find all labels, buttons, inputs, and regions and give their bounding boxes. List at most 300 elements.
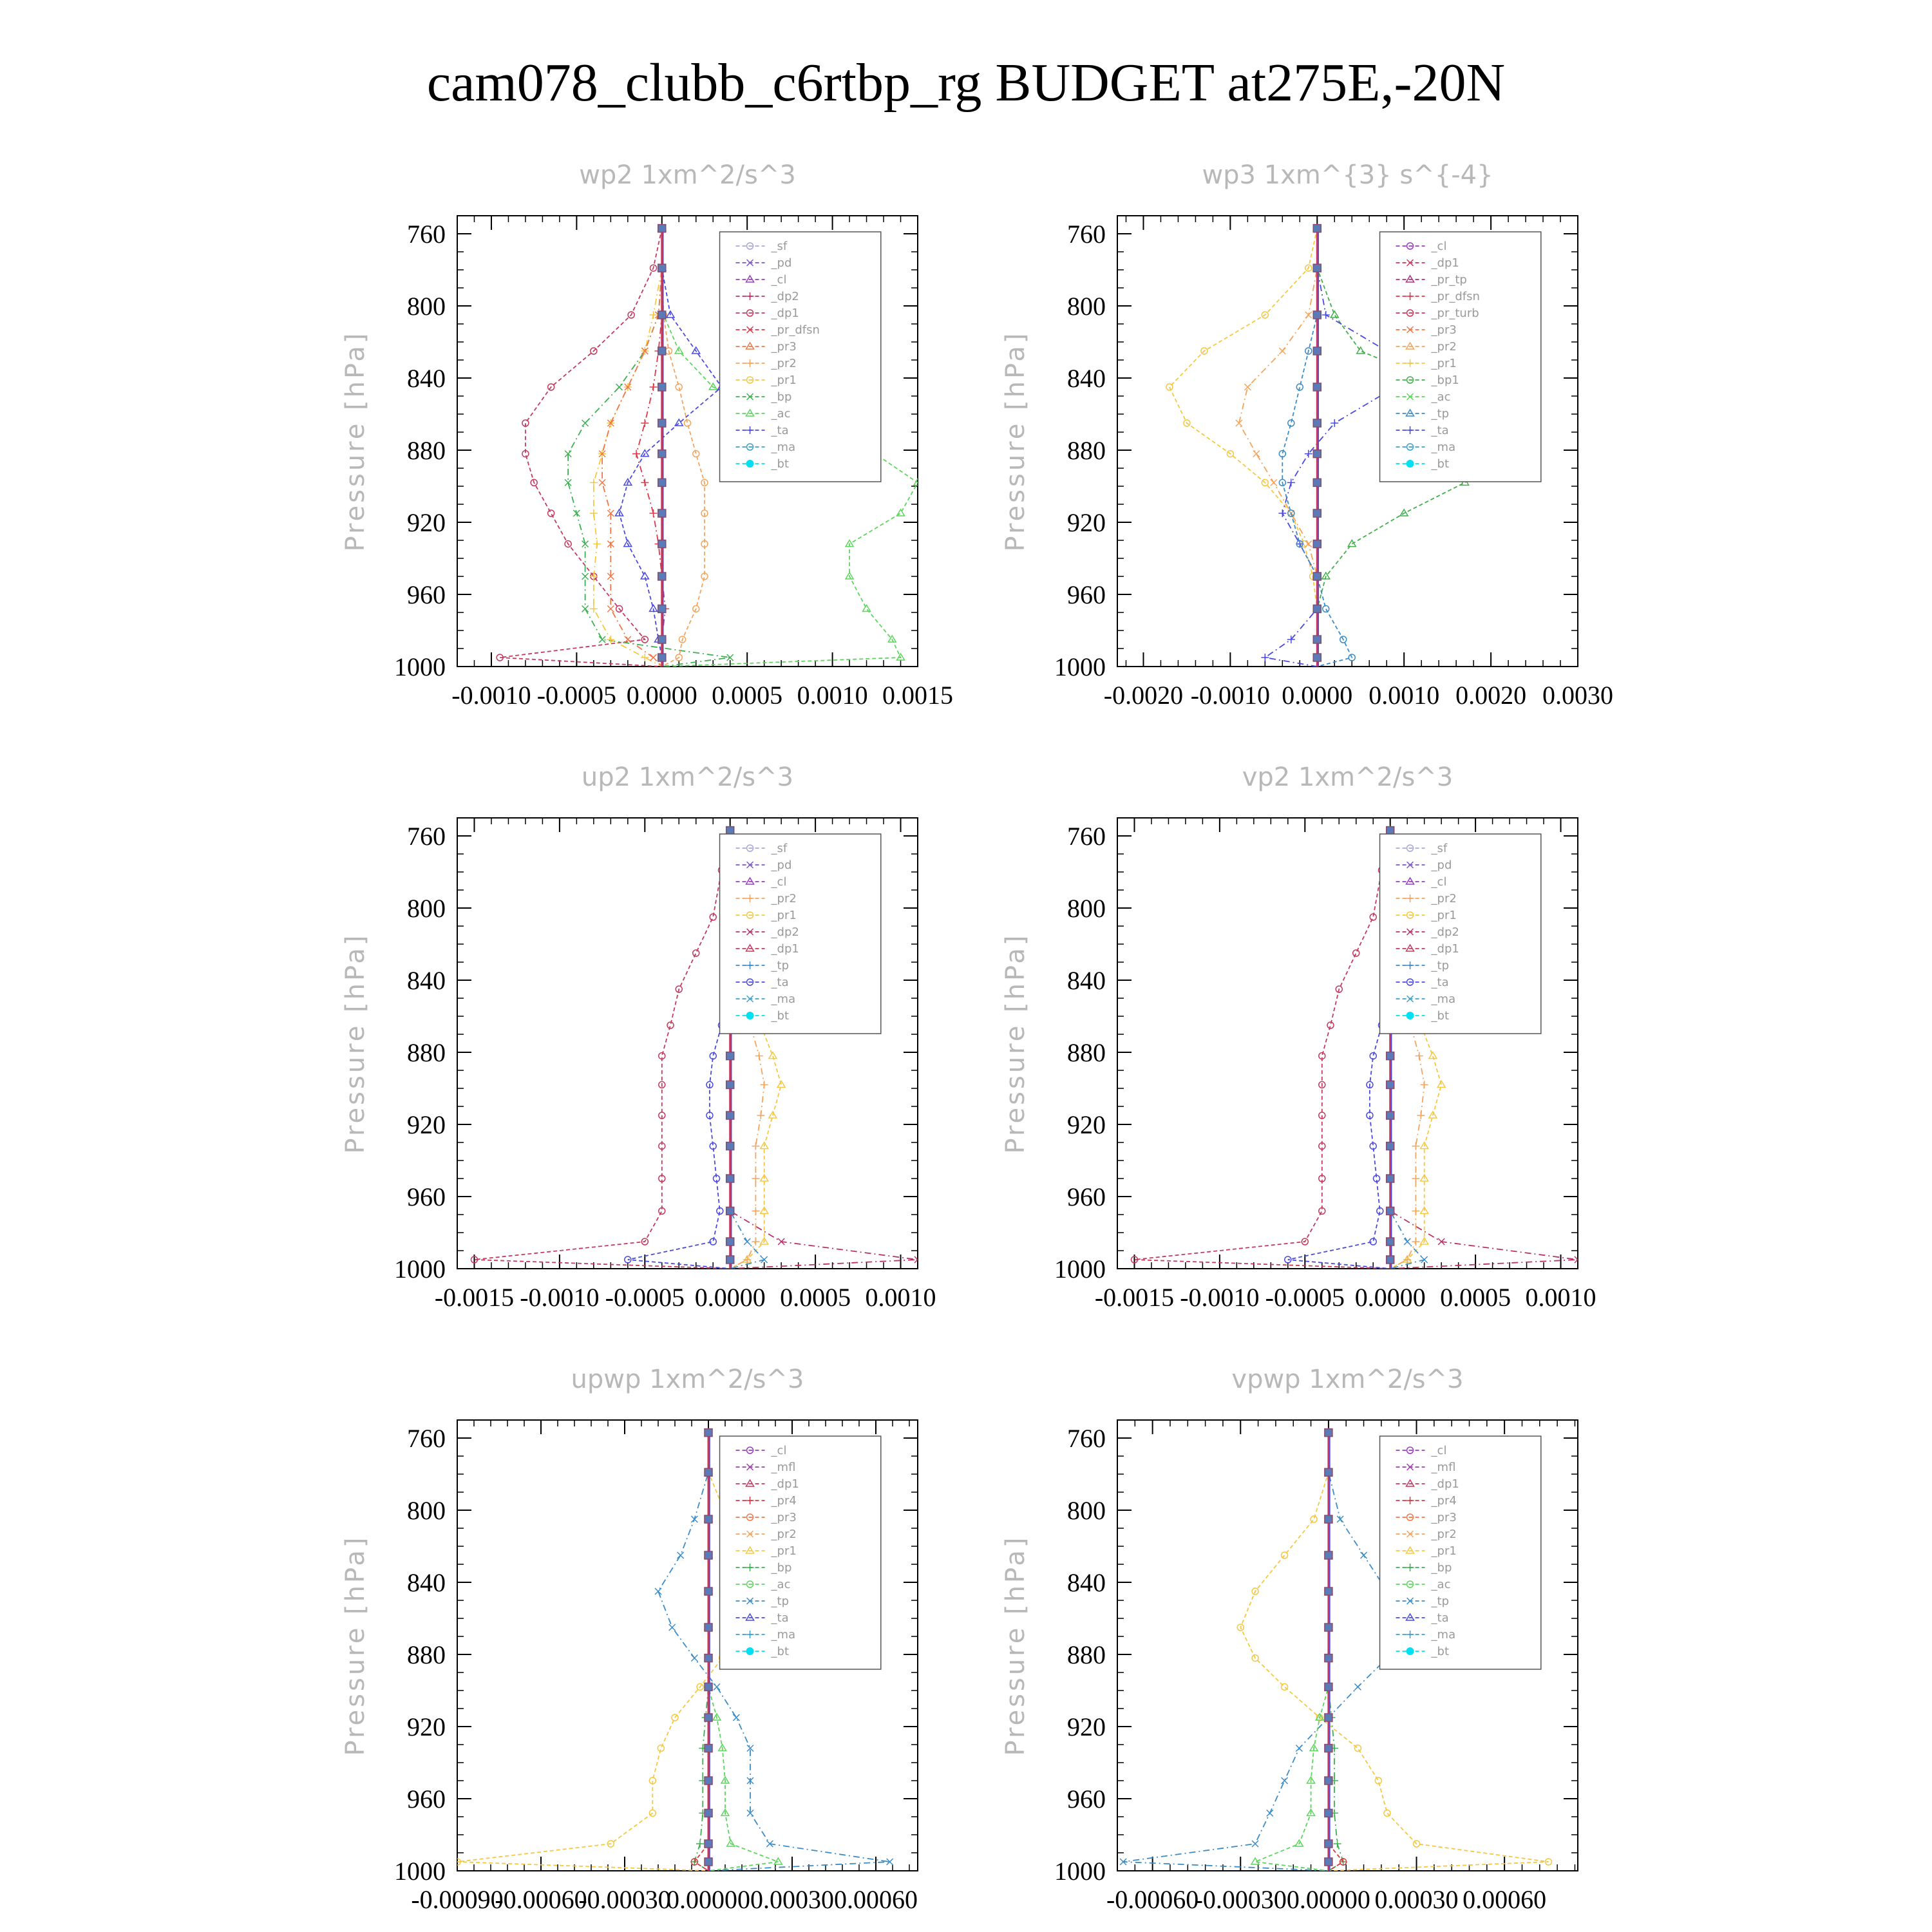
legend-label-ta: _ta xyxy=(1431,1611,1449,1625)
y-tick-label: 840 xyxy=(1067,1568,1106,1597)
zero-series-point xyxy=(658,264,666,272)
y-tick-label: 1000 xyxy=(1054,1255,1106,1283)
x-tick-label: 0.0000 xyxy=(694,1283,766,1312)
legend-label-dp1: _dp1 xyxy=(1431,942,1459,956)
series-point-tp xyxy=(733,1714,739,1721)
legend-label-pr4: _pr4 xyxy=(1431,1494,1457,1508)
zero-series-point xyxy=(705,1551,712,1559)
legend-label-pr2: _pr2 xyxy=(771,892,797,905)
y-tick-label: 880 xyxy=(407,1038,446,1067)
legend-label-pr4: _pr4 xyxy=(771,1494,797,1508)
legend-label-ma: _ma xyxy=(1431,1628,1456,1642)
y-tick-label: 880 xyxy=(407,436,446,465)
chart-title: upwp 1xm^2/s^3 xyxy=(571,1365,804,1394)
series-point-pr2 xyxy=(1412,1175,1419,1182)
chart-title: vpwp 1xm^2/s^3 xyxy=(1231,1365,1464,1394)
y-tick-label: 840 xyxy=(407,966,446,995)
y-axis-label: Pressure [hPa] xyxy=(1001,330,1030,552)
zero-series-point xyxy=(726,1081,734,1088)
legend-label-pd: _pd xyxy=(771,256,792,270)
series-point-bp xyxy=(582,573,589,580)
legend-label-ac: _ac xyxy=(771,1578,791,1591)
series-point-pr2 xyxy=(752,1238,759,1245)
series-point-pr3 xyxy=(650,654,657,661)
zero-series-point xyxy=(1325,1551,1332,1559)
legend-label-pr1: _pr1 xyxy=(1431,909,1457,922)
series-point-tp xyxy=(1267,1810,1273,1816)
zero-series-point xyxy=(705,1429,712,1437)
series-point-bp xyxy=(616,384,623,390)
x-tick-label: -0.0010 xyxy=(520,1283,600,1312)
x-tick-label: -0.00060 xyxy=(495,1885,587,1914)
legend-label-ma: _ma xyxy=(771,440,796,454)
legend-label-tp: _tp xyxy=(1431,959,1450,972)
zero-series-point xyxy=(1313,573,1321,580)
zero-series-point xyxy=(1325,1858,1332,1866)
series-point-pr1 xyxy=(590,605,598,612)
zero-series-point xyxy=(726,1112,734,1119)
x-tick-label: -0.0020 xyxy=(1103,681,1184,710)
legend-label-ma: _ma xyxy=(771,1628,796,1642)
legend-label-ma: _ma xyxy=(1431,440,1456,454)
series-point-bp xyxy=(565,479,571,486)
series-point-pr_dfsn xyxy=(632,450,640,458)
x-tick-label: -0.0005 xyxy=(605,1283,685,1312)
y-tick-label: 1000 xyxy=(394,1255,446,1283)
x-tick-label: 0.0000 xyxy=(626,681,697,710)
y-tick-label: 760 xyxy=(1067,822,1106,851)
panel-wp2 xyxy=(335,155,953,721)
zero-series-point xyxy=(1325,1468,1332,1476)
legend-label-pr2: _pr2 xyxy=(1431,1528,1457,1541)
y-tick-label: 960 xyxy=(1067,1182,1106,1211)
legend-label-pr2: _pr2 xyxy=(1431,892,1457,905)
legend-label-ta: _ta xyxy=(771,1611,789,1625)
legend-marker-bt xyxy=(1406,1012,1414,1019)
x-tick-label: -0.0010 xyxy=(451,681,531,710)
zero-series-point xyxy=(1313,311,1321,319)
legend-label-pr_turb: _pr_turb xyxy=(1431,307,1479,320)
zero-series-point xyxy=(1313,654,1321,661)
series-point-pr2 xyxy=(755,1052,763,1060)
legend-label-dp2: _dp2 xyxy=(771,290,799,303)
series-point-tp xyxy=(761,1256,768,1263)
zero-series-point xyxy=(726,1207,734,1215)
series-point-pr1 xyxy=(1282,1683,1288,1690)
legend-label-pr1: _pr1 xyxy=(1431,357,1457,370)
legend-label-bp1: _bp1 xyxy=(1431,374,1459,387)
zero-series-point xyxy=(1313,478,1321,486)
y-tick-label: 960 xyxy=(1067,1785,1106,1814)
zero-series-point xyxy=(726,1238,734,1245)
x-tick-label: -0.0005 xyxy=(1265,1283,1345,1312)
zero-series-point xyxy=(1313,383,1321,391)
legend-marker-bt xyxy=(1406,460,1414,468)
series-point-pr1 xyxy=(1375,1777,1381,1784)
legend-label-sf: _sf xyxy=(771,240,788,253)
series-point-pr1 xyxy=(590,509,598,517)
legend-label-mfl: _mfl xyxy=(1431,1461,1456,1474)
legend-label-pr1: _pr1 xyxy=(771,374,797,387)
series-point-tp xyxy=(1282,1777,1288,1784)
zero-series-point xyxy=(705,1624,712,1631)
series-point-tp xyxy=(677,1552,684,1558)
zero-series-point xyxy=(1325,1745,1332,1752)
series-point-pr2 xyxy=(761,1081,768,1088)
x-tick-label: 0.00030 xyxy=(750,1885,834,1914)
x-tick-label: 0.00060 xyxy=(834,1885,918,1914)
zero-series-point xyxy=(1325,1777,1332,1785)
legend-label-pr3: _pr3 xyxy=(771,1511,797,1524)
y-tick-label: 920 xyxy=(1067,1712,1106,1741)
legend xyxy=(720,834,881,1034)
series-point-pr2 xyxy=(1253,451,1260,457)
y-axis-label: Pressure [hPa] xyxy=(1001,933,1030,1154)
series-point-pr_dfsn xyxy=(650,509,658,517)
chart-title: wp2 1xm^2/s^3 xyxy=(579,160,796,190)
y-tick-label: 1000 xyxy=(1054,1857,1106,1886)
zero-series-point xyxy=(1313,450,1321,458)
legend-label-pr_tp: _pr_tp xyxy=(1431,273,1467,287)
series-point-pr1 xyxy=(607,636,614,643)
series-point-pr_dfsn xyxy=(641,478,649,486)
legend-label-ta: _ta xyxy=(1431,976,1449,989)
legend-label-dp1: _dp1 xyxy=(771,942,799,956)
series-point-ta xyxy=(1278,509,1286,517)
series-line-ac xyxy=(1255,1433,1329,1871)
x-tick-label: 0.0010 xyxy=(865,1283,936,1312)
legend-label-bt: _bt xyxy=(1431,1009,1450,1023)
series-point-tp xyxy=(1361,1552,1367,1558)
legend-label-bt: _bt xyxy=(771,1009,790,1023)
series-line-pr4 xyxy=(694,1433,708,1871)
series-point-pr2 xyxy=(693,451,699,457)
y-tick-label: 840 xyxy=(1067,364,1106,393)
panel-vpwp xyxy=(995,1359,1613,1926)
legend-label-bt: _bt xyxy=(1431,1645,1450,1658)
legend-box xyxy=(1380,834,1541,1034)
legend-marker-bt xyxy=(746,1647,754,1655)
series-point-pr1 xyxy=(1311,1516,1317,1522)
x-tick-label: -0.00030 xyxy=(578,1885,671,1914)
y-tick-label: 1000 xyxy=(1054,652,1106,681)
zero-series-point xyxy=(1325,1515,1332,1523)
series-point-pr2 xyxy=(1279,348,1285,354)
y-tick-label: 1000 xyxy=(394,652,446,681)
y-axis-label: Pressure [hPa] xyxy=(341,933,370,1154)
y-tick-label: 920 xyxy=(1067,508,1106,537)
series-point-pr2 xyxy=(1417,1112,1425,1119)
legend xyxy=(720,232,881,482)
y-tick-label: 1000 xyxy=(394,1857,446,1886)
chart-title: up2 1xm^2/s^3 xyxy=(581,762,794,792)
zero-series-point xyxy=(705,1587,712,1595)
series-point-pr1 xyxy=(1384,1810,1390,1816)
panel-up2 xyxy=(335,757,953,1323)
zero-series-point xyxy=(1387,1081,1394,1088)
zero-series-point xyxy=(1325,1840,1332,1848)
legend-box xyxy=(720,834,881,1034)
series-line-pr2 xyxy=(662,229,705,667)
series-point-pr1 xyxy=(658,1745,664,1752)
series-point-bp xyxy=(727,654,734,661)
legend-label-dp2: _dp2 xyxy=(771,925,799,939)
legend xyxy=(720,1436,881,1669)
zero-series-point xyxy=(658,419,666,427)
zero-series-point xyxy=(658,573,666,580)
series-point-pr2 xyxy=(752,1207,759,1215)
zero-series-point xyxy=(658,478,666,486)
series-point-bp1 xyxy=(1331,311,1338,317)
legend-label-cl: _cl xyxy=(1431,875,1447,889)
legend-label-pr3: _pr3 xyxy=(1431,1511,1457,1524)
chart-title: wp3 1xm^{3} s^{-4} xyxy=(1202,160,1493,190)
zero-series-point xyxy=(1313,540,1321,548)
y-tick-label: 960 xyxy=(407,580,446,609)
x-tick-label: -0.0005 xyxy=(536,681,617,710)
y-tick-label: 800 xyxy=(407,1496,446,1525)
x-tick-label: -0.0015 xyxy=(434,1283,515,1312)
y-tick-label: 760 xyxy=(1067,1424,1106,1453)
legend-label-pr2: _pr2 xyxy=(1431,340,1457,354)
legend-box xyxy=(720,232,881,482)
zero-series-point xyxy=(705,1809,712,1817)
series-point-ta xyxy=(1322,311,1330,319)
zero-series-point xyxy=(705,1654,712,1662)
series-line-tp xyxy=(1123,1433,1402,1871)
x-tick-label: 0.00000 xyxy=(667,1885,750,1914)
chart-title: vp2 1xm^2/s^3 xyxy=(1242,762,1454,792)
y-tick-label: 800 xyxy=(407,894,446,923)
legend-label-dp1: _dp1 xyxy=(771,1477,799,1491)
legend-label-pr2: _pr2 xyxy=(771,357,797,370)
legend-label-cl: _cl xyxy=(771,1444,787,1457)
x-tick-label: 0.00060 xyxy=(1463,1885,1547,1914)
y-tick-label: 880 xyxy=(407,1640,446,1669)
x-tick-label: 0.0010 xyxy=(1525,1283,1596,1312)
series-point-ac xyxy=(774,1858,782,1864)
legend-label-pd: _pd xyxy=(1431,858,1452,872)
series-point-pr_dfsn xyxy=(641,419,649,427)
legend-label-tp: _tp xyxy=(1431,1595,1450,1608)
x-tick-label: -0.00030 xyxy=(1194,1885,1287,1914)
zero-series-point xyxy=(658,540,666,548)
x-tick-label: 0.0000 xyxy=(1282,681,1353,710)
series-point-dp1 xyxy=(1353,950,1359,956)
legend-label-dp1: _dp1 xyxy=(771,307,799,320)
y-tick-label: 760 xyxy=(407,822,446,851)
y-tick-label: 800 xyxy=(1067,1496,1106,1525)
legend-label-cl: _cl xyxy=(771,273,787,287)
series-point-tp xyxy=(691,1516,697,1522)
series-point-tp xyxy=(714,1683,720,1690)
y-tick-label: 760 xyxy=(407,220,446,249)
legend-label-ta: _ta xyxy=(771,976,789,989)
series-point-tp xyxy=(691,1655,697,1662)
x-tick-label: 0.0005 xyxy=(780,1283,851,1312)
series-point-dp1 xyxy=(548,510,554,516)
legend-label-bt: _bt xyxy=(771,457,790,471)
zero-series-point xyxy=(658,347,666,355)
series-point-pr2 xyxy=(1412,1142,1419,1150)
legend-label-pd: _pd xyxy=(771,858,792,872)
legend-label-cl: _cl xyxy=(771,875,787,889)
legend-label-mfl: _mfl xyxy=(771,1461,796,1474)
series-point-pr_dfsn xyxy=(650,383,658,391)
y-axis-label: Pressure [hPa] xyxy=(341,330,370,552)
zero-series-point xyxy=(1313,419,1321,427)
y-tick-label: 920 xyxy=(407,1110,446,1139)
y-tick-label: 880 xyxy=(1067,1038,1106,1067)
y-axis-label: Pressure [hPa] xyxy=(1001,1535,1030,1756)
series-point-pr2 xyxy=(1412,1238,1419,1245)
series-point-pr1 xyxy=(1354,1745,1361,1752)
series-point-pr2 xyxy=(752,1175,759,1182)
zero-series-point xyxy=(658,605,666,612)
zero-series-point xyxy=(658,311,666,319)
panel-upwp xyxy=(335,1359,953,1926)
x-tick-label: 0.00030 xyxy=(1374,1885,1459,1914)
series-line-bp xyxy=(1329,1433,1343,1871)
legend-label-pr_dfsn: _pr_dfsn xyxy=(771,323,820,337)
legend-label-dp1: _dp1 xyxy=(1431,256,1459,270)
series-point-pr2 xyxy=(1271,479,1277,486)
series-point-pr1 xyxy=(590,478,598,486)
legend-label-bp: _bp xyxy=(771,390,792,404)
series-point-ac xyxy=(863,605,871,611)
x-tick-label: -0.00090 xyxy=(411,1885,504,1914)
series-point-tp xyxy=(1323,605,1329,612)
legend-label-bt: _bt xyxy=(771,1645,790,1658)
zero-series-point xyxy=(658,509,666,517)
y-tick-label: 920 xyxy=(1067,1110,1106,1139)
x-tick-label: 0.0000 xyxy=(1354,1283,1426,1312)
zero-series-point xyxy=(658,383,666,391)
legend-label-ac: _ac xyxy=(1431,390,1451,404)
series-line-pr1 xyxy=(457,1433,756,1871)
legend-label-dp2: _dp2 xyxy=(1431,925,1459,939)
legend-label-pr_dfsn: _pr_dfsn xyxy=(1431,290,1480,303)
x-tick-label: -0.0010 xyxy=(1190,681,1271,710)
zero-series-point xyxy=(726,1256,734,1264)
zero-series-point xyxy=(658,654,666,661)
legend-label-bt: _bt xyxy=(1431,457,1450,471)
x-tick-label: -0.0010 xyxy=(1180,1283,1260,1312)
x-tick-label: 0.0010 xyxy=(1368,681,1440,710)
zero-series-point xyxy=(1325,1587,1332,1595)
series-point-pr2 xyxy=(1305,541,1312,547)
series-point-pr3 xyxy=(599,479,605,486)
x-tick-label: 0.0030 xyxy=(1542,681,1613,710)
zero-series-point xyxy=(1325,1809,1332,1817)
legend-label-ma: _ma xyxy=(771,992,796,1006)
series-point-tp xyxy=(744,1238,750,1245)
x-tick-label: -0.00060 xyxy=(1106,1885,1199,1914)
series-point-pr3 xyxy=(607,605,614,612)
panel-wp3 xyxy=(995,155,1613,721)
legend-label-tp: _tp xyxy=(771,959,790,972)
zero-series-point xyxy=(705,1683,712,1690)
y-tick-label: 920 xyxy=(407,508,446,537)
x-tick-label: 0.0020 xyxy=(1455,681,1527,710)
series-point-pr1 xyxy=(1166,384,1173,390)
page-title: cam078_clubb_c6rtbp_rg BUDGET at275E,-20N xyxy=(426,53,1506,113)
zero-series-point xyxy=(1325,1683,1332,1690)
x-tick-label: 0.0010 xyxy=(797,681,868,710)
zero-series-point xyxy=(1313,347,1321,355)
zero-series-point xyxy=(1325,1624,1332,1631)
y-tick-label: 960 xyxy=(407,1182,446,1211)
zero-series-point xyxy=(1387,1142,1394,1150)
series-point-tp xyxy=(1404,1238,1410,1245)
zero-series-point xyxy=(705,1777,712,1785)
series-point-pr1 xyxy=(593,540,601,548)
zero-series-point xyxy=(1387,1207,1394,1215)
y-tick-label: 800 xyxy=(407,292,446,321)
series-line-pr3 xyxy=(602,229,662,667)
y-tick-label: 840 xyxy=(407,1568,446,1597)
series-line-ta xyxy=(1265,229,1395,667)
series-line-bp xyxy=(694,1433,708,1871)
legend-label-dp1: _dp1 xyxy=(1431,1477,1459,1491)
series-point-pr2 xyxy=(752,1142,759,1150)
zero-series-point xyxy=(705,1515,712,1523)
series-point-ta xyxy=(1287,478,1295,486)
zero-series-point xyxy=(705,1714,712,1721)
legend-label-pr3: _pr3 xyxy=(771,340,797,354)
zero-series-point xyxy=(1313,509,1321,517)
legend-label-bp: _bp xyxy=(1431,1561,1452,1575)
series-point-dp1 xyxy=(693,950,699,956)
series-point-pr2 xyxy=(757,1112,764,1119)
y-tick-label: 880 xyxy=(1067,436,1106,465)
series-point-ta xyxy=(1261,654,1269,661)
y-tick-label: 840 xyxy=(407,364,446,393)
x-tick-label: -0.0015 xyxy=(1094,1283,1175,1312)
series-point-pr2 xyxy=(1421,1081,1428,1088)
y-tick-label: 840 xyxy=(1067,966,1106,995)
legend-label-tp: _tp xyxy=(1431,407,1450,421)
series-point-pr1 xyxy=(641,654,649,661)
y-tick-label: 920 xyxy=(407,1712,446,1741)
zero-series-point xyxy=(705,1858,712,1866)
zero-series-point xyxy=(1313,225,1321,232)
series-point-pr2 xyxy=(1244,384,1251,390)
y-tick-label: 800 xyxy=(1067,292,1106,321)
legend-label-cl: _cl xyxy=(1431,1444,1447,1457)
series-point-tp xyxy=(669,1624,676,1631)
legend-label-pr1: _pr1 xyxy=(771,909,797,922)
zero-series-point xyxy=(726,1142,734,1150)
series-point-bp xyxy=(582,541,589,547)
legend-label-pr2: _pr2 xyxy=(771,1528,797,1541)
legend-box xyxy=(1380,232,1541,482)
series-line-dp1 xyxy=(1135,831,1390,1269)
zero-series-point xyxy=(1325,1429,1332,1437)
legend-label-tp: _tp xyxy=(771,1595,790,1608)
series-point-tp xyxy=(1252,1841,1258,1847)
y-axis-label: Pressure [hPa] xyxy=(341,1535,370,1756)
series-point-bp xyxy=(582,605,589,612)
zero-series-point xyxy=(705,1468,712,1476)
zero-series-point xyxy=(1387,1112,1394,1119)
x-tick-label: 0.00000 xyxy=(1286,1885,1370,1914)
y-tick-label: 960 xyxy=(1067,580,1106,609)
zero-series-point xyxy=(726,1052,734,1060)
series-line-pr1 xyxy=(1170,229,1317,667)
y-tick-label: 960 xyxy=(407,1785,446,1814)
zero-series-point xyxy=(658,225,666,232)
